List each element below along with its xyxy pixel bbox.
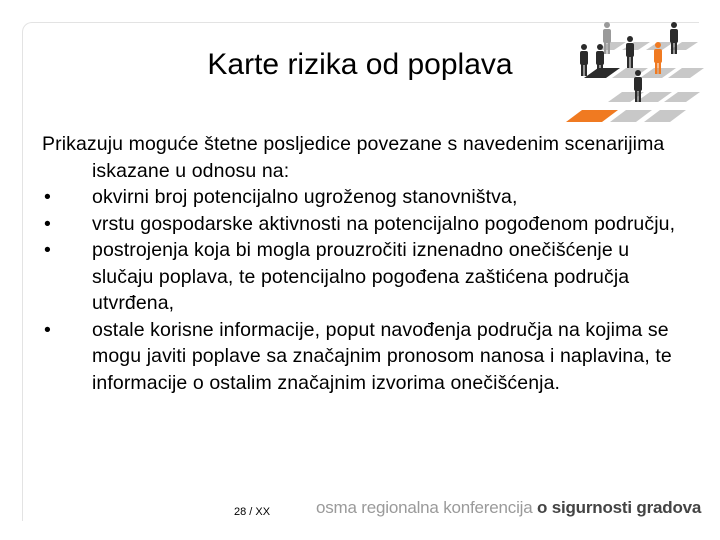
- bullet-item: [42, 184, 692, 211]
- intro-text: Prikazuju moguće štetne posljedice povezane s navedenim scenarijima iskazane u odnosu na:: [42, 133, 665, 182]
- bullet-icon: •: [44, 212, 51, 235]
- people-grid-logo: [548, 18, 708, 126]
- slide-title: Karte rizika od poplava: [207, 48, 513, 81]
- conference-name: osma regionalna konferencija: [316, 498, 538, 517]
- bullet-item: [42, 237, 692, 317]
- bullet-text: okvirni broj potencijalno ugroženog stanovništva,: [92, 186, 518, 208]
- bullet-icon: •: [44, 318, 51, 341]
- bullet-text: postrojenja koja bi mogla prouzročiti iznenadno onečišćenje u slučaju poplava, te potencijalno pogođena zaštićena područja utvrđena,: [92, 239, 630, 314]
- bullet-item: [42, 317, 692, 397]
- conference-topic: o sigurnosti gradova: [537, 498, 702, 517]
- person-figures: [580, 22, 678, 102]
- bullet-text: ostale korisne informacije, poput navođenja područja na kojima se mogu javiti poplave sa značajnim pronosom nanosa i naplavina, te informacije o ostalim značajnim izvorima onečišćenja.: [92, 318, 672, 394]
- bullet-icon: •: [44, 186, 51, 208]
- page-number: 28 / XX: [234, 506, 271, 518]
- conference-footer: [316, 498, 701, 518]
- bullet-item: [42, 211, 692, 238]
- bullet-text: vrstu gospodarske aktivnosti na potencijalno pogođenom području,: [92, 212, 676, 235]
- bullet-icon: •: [44, 239, 51, 261]
- slide-body: [42, 131, 692, 396]
